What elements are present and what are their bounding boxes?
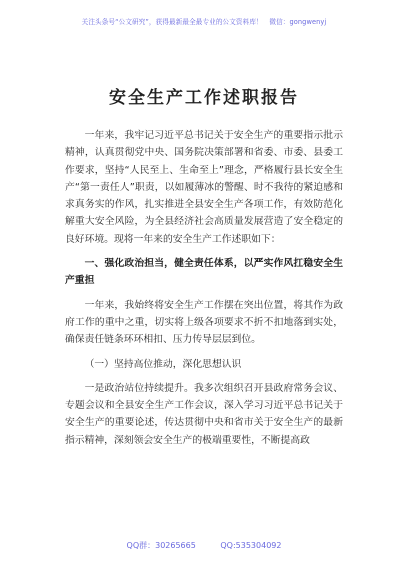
document-body [65,127,343,449]
page-title: 安全生产工作述职报告 [109,88,299,108]
qq-group-number: QQ群：30265665 [126,541,196,550]
subsection-heading: （一）坚持高位推动，深化思想认识 [84,358,242,370]
page-footer [0,540,408,551]
section-heading: 一、强化政治担当，健全责任体系，以严实作风扛稳安全生产重担 [65,258,343,287]
section-paragraph: 一年来，我始终将安全生产工作摆在突出位置，将其作为政府工作的重中之重，切实将上级各项要求不折不扣地落到实处，确保责任链条环环相扣、压力传导层层到位。 [65,299,343,346]
intro-paragraph: 一年来，我牢记习近平总书记关于安全生产的重要指示批示精神，认真贯彻党中央、国务院决策部署和省委、市委、县委工作要求，坚持“人民至上、生命至上”理念，严格履行县长安全生产“第一责任人”职责，以如履薄冰的警醒、时不我待的紧迫感和求真务实的作风，扎实推进全县安全生产各项工作，有效防范化解重大安全风险，为全县经济社会高质量发展营造了安全稳定的良好环境。现将一年来的安全生产工作述职如下： [65,130,343,245]
subsection-paragraph: 一是政治站位持续提升。我多次组织召开县政府常务会议、专题会议和全县安全生产工作会议，深入学习习近平总书记关于安全生产的重要论述，传达贯彻中央和省市关于安全生产的最新指示精神，深刻领会安全生产的极端重要性，不断提高政 [65,382,343,446]
qq-number: QQ:535304092 [220,541,282,550]
promo-banner: 关注头条号“公文研究”，获得最新最全最专业的公文资料库！ 微信：gongwenyj [81,18,327,26]
